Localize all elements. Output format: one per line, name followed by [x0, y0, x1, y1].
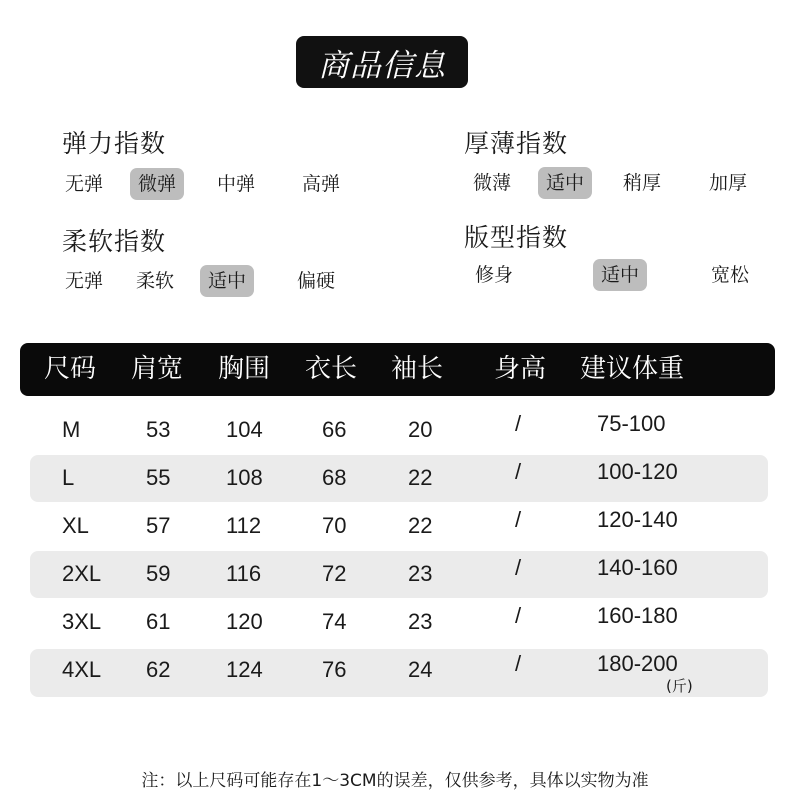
cell-length: 66 [322, 417, 347, 442]
cell-chest: 120 [226, 609, 263, 634]
cell-size: L [62, 465, 75, 490]
header-weight: 建议体重 [580, 354, 685, 384]
elasticity-option-medium: 中弹 [217, 173, 256, 195]
header-length: 衣长 [305, 354, 358, 384]
softness-option-soft: 柔软 [136, 270, 175, 292]
cell-length: 70 [322, 513, 347, 538]
header-height: 身高 [494, 354, 547, 384]
cell-size: XL [62, 513, 89, 538]
cell-height: / [515, 603, 522, 628]
cell-size: 3XL [62, 609, 102, 634]
cell-height: / [515, 411, 522, 436]
cell-size: 4XL [62, 657, 102, 682]
header-chest: 胸围 [218, 354, 271, 384]
fit-option-slim: 修身 [475, 264, 514, 286]
cell-weight: 100-120 [597, 459, 678, 484]
cell-length: 68 [322, 465, 347, 490]
fit-option-moderate-selected: 适中 [593, 259, 647, 291]
header-sleeve: 袖长 [391, 354, 444, 384]
cell-length: 74 [322, 609, 347, 634]
cell-size: 2XL [62, 561, 102, 586]
softness-option-none: 无弹 [65, 270, 104, 292]
cell-chest: 116 [226, 561, 262, 586]
page-title: 商品信息 [296, 36, 468, 88]
softness-option-moderate-selected: 适中 [200, 265, 254, 297]
cell-size: M [62, 417, 81, 442]
cell-sleeve: 23 [408, 561, 433, 586]
fit-heading: 版型指数 [464, 223, 569, 252]
cell-sleeve: 20 [408, 417, 433, 442]
cell-chest: 124 [226, 657, 263, 682]
cell-sleeve: 23 [408, 609, 433, 634]
elasticity-heading: 弹力指数 [62, 129, 167, 158]
cell-shoulder: 57 [146, 513, 171, 538]
fit-option-loose: 宽松 [711, 264, 750, 286]
cell-chest: 108 [226, 465, 263, 490]
cell-weight: 120-140 [597, 507, 678, 532]
weight-unit-label: (斤) [666, 677, 693, 695]
softness-heading: 柔软指数 [62, 227, 167, 256]
softness-option-stiff: 偏硬 [297, 270, 336, 292]
cell-weight: 75-100 [597, 411, 666, 436]
thickness-option-slightly-thick: 稍厚 [623, 172, 662, 194]
elasticity-option-high: 高弹 [302, 173, 341, 195]
size-disclaimer: 注：以上尺码可能存在1～3CM的误差，仅供参考，具体以实物为准 [141, 771, 649, 791]
cell-height: / [515, 555, 522, 580]
cell-shoulder: 55 [146, 465, 171, 490]
header-size: 尺码 [44, 354, 97, 384]
cell-chest: 104 [226, 417, 263, 442]
cell-height: / [515, 651, 522, 676]
cell-height: / [515, 507, 522, 532]
cell-shoulder: 59 [146, 561, 171, 586]
elasticity-option-slight-selected: 微弹 [130, 168, 184, 200]
cell-length: 76 [322, 657, 347, 682]
cell-weight: 140-160 [597, 555, 678, 580]
cell-sleeve: 24 [408, 657, 433, 682]
cell-shoulder: 62 [146, 657, 171, 682]
cell-length: 72 [322, 561, 347, 586]
elasticity-option-none: 无弹 [65, 173, 104, 195]
thickness-heading: 厚薄指数 [464, 129, 569, 158]
cell-weight: 160-180 [597, 603, 678, 628]
thickness-option-moderate-selected: 适中 [538, 167, 592, 199]
cell-sleeve: 22 [408, 465, 433, 490]
cell-shoulder: 61 [146, 609, 171, 634]
cell-weight: 180-200 [597, 651, 678, 676]
cell-chest: 112 [226, 513, 262, 538]
cell-height: / [515, 459, 522, 484]
cell-shoulder: 53 [146, 417, 171, 442]
header-shoulder: 肩宽 [131, 354, 184, 384]
cell-sleeve: 22 [408, 513, 433, 538]
thickness-option-thin: 微薄 [473, 172, 512, 194]
thickness-option-thick: 加厚 [709, 172, 748, 194]
